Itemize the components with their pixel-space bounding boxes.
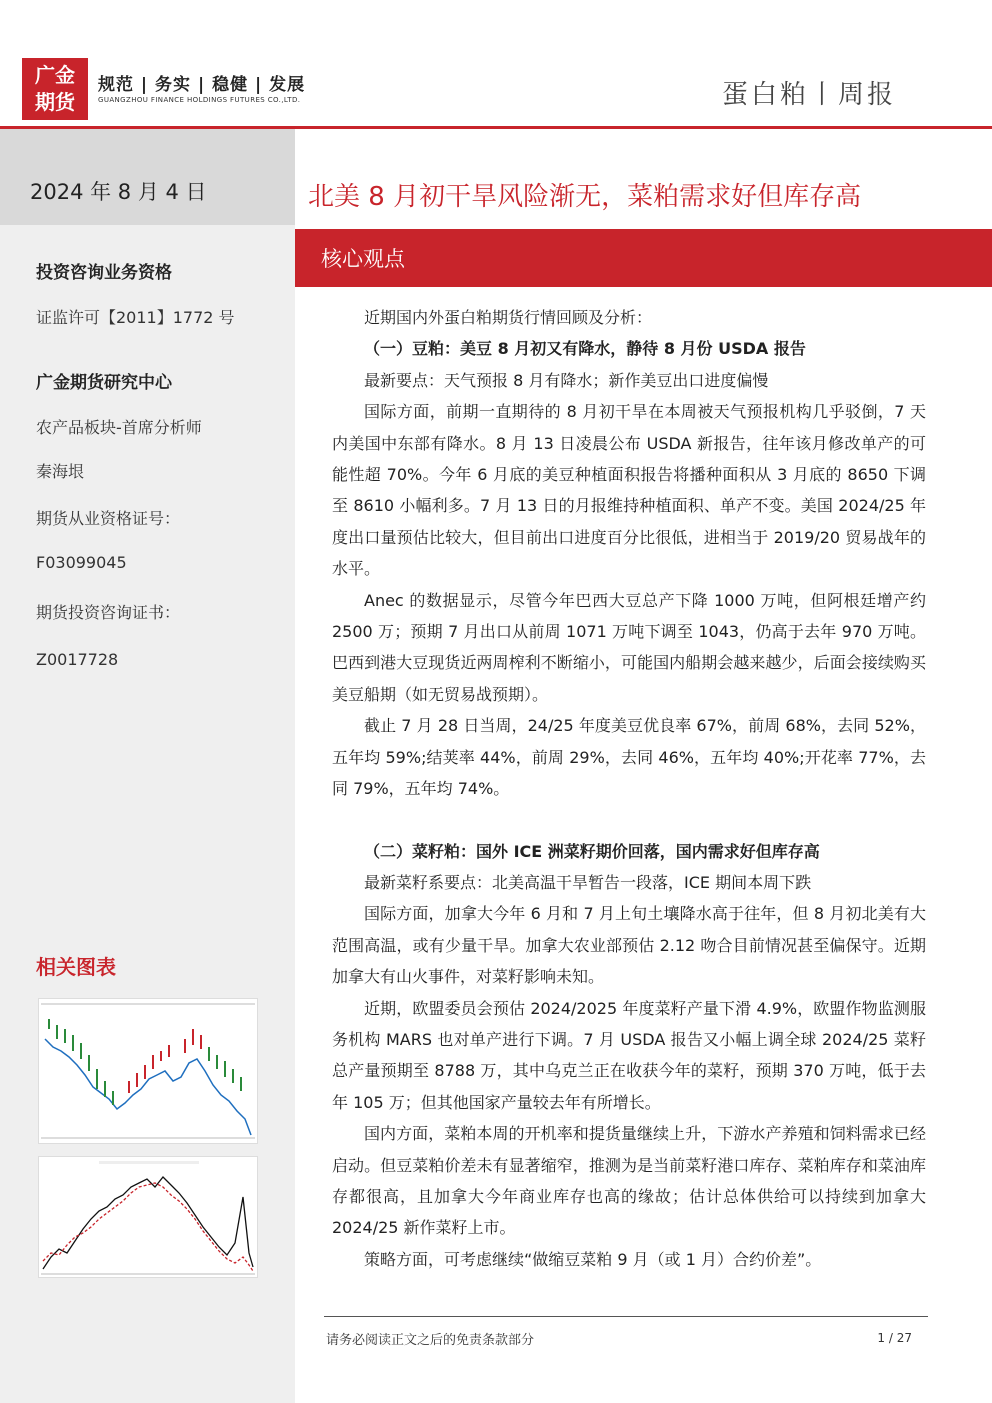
section-2-key-points: 最新菜籽系要点：北美高温干旱暂告一段落，ICE 期间本周下跌 xyxy=(364,872,812,892)
report-title: 北美 8 月初干旱风险渐无，菜粕需求好但库存高 xyxy=(308,182,862,212)
footer-divider xyxy=(324,1316,928,1317)
sidebar-advisory-cert-number: Z0017728 xyxy=(36,650,119,669)
section-2-paragraph-2: 近期，欧盟委员会预估 2024/2025 年度菜籽产量下滑 4.9%，欧盟作物监测服务机构 MARS 也对单产进行下调。7 月 USDA 报告又小幅上调全球 2024/25 菜籽总产量预期至 8788 万，其中乌克兰正在收获今年的菜籽，预期 370 万吨，低于去年 105 万；但其他国家产量较去年有所增长。 xyxy=(332,998,926,1112)
related-chart-thumbnail-1 xyxy=(38,998,258,1144)
section-1-paragraph-1: 国际方面，前期一直期待的 8 月初干旱在本周被天气预报机构几乎驳倒，7 天内美国中东部有降水。8 月 13 日凌晨公布 USDA 新报告，往年该月修改单产的可能性超 70%。今年 6 月底的美豆种植面积报告将播种面积从 3 月底的 8650 下调至 8610 小幅利多。7 月 13 日的月报维持种植面积、单产不变。美国 2024/25 年度出口量预估比较大，但目前出口进度百分比很低，进相当于 2019/20 贸易战年的水平。 xyxy=(332,402,926,579)
company-english-name: GUANGZHOU FINANCE HOLDINGS FUTURES CO.,LTD. xyxy=(98,96,301,104)
sidebar-analyst-name: 秦海垠 xyxy=(36,462,85,481)
logo-line2: 期货 xyxy=(35,90,75,114)
date-band xyxy=(0,129,295,225)
sidebar-research-center: 广金期货研究中心 xyxy=(36,373,172,393)
sidebar-futures-cert-label: 期货从业资格证号： xyxy=(36,509,181,528)
related-chart-2-graphic xyxy=(39,1157,257,1277)
report-body xyxy=(332,302,926,1275)
related-charts-heading: 相关图表 xyxy=(36,955,116,979)
section-2-paragraph-4: 策略方面，可考虑继续“做缩豆菜粕 9 月（或 1 月）合约价差”。 xyxy=(364,1249,822,1269)
sidebar-futures-cert-number: F03099045 xyxy=(36,553,127,572)
logo-line1: 广金 xyxy=(35,63,75,87)
sidebar-advisory-cert-label: 期货投资咨询证书： xyxy=(36,603,181,622)
company-slogan: 规范 | 务实 | 稳健 | 发展 xyxy=(98,75,306,95)
section-2-title: （二）菜籽粕：国外 ICE 洲菜籽期价回落，国内需求好但库存高 xyxy=(364,841,820,861)
section-1-key-points: 最新要点：天气预报 8 月有降水；新作美豆出口进度偏慢 xyxy=(364,370,769,390)
section-1-title: （一）豆粕：美豆 8 月初又有降水，静待 8 月份 USDA 报告 xyxy=(364,339,806,359)
report-date: 2024 年 8 月 4 日 xyxy=(30,180,207,204)
page-number: 1 / 27 xyxy=(877,1331,912,1345)
section-1-paragraph-3: 截止 7 月 28 日当周，24/25 年度美豆优良率 67%，前周 68%，去同 52%，五年均 59%;结荚率 44%，前周 29%，去同 46%，五年均 40%;开花率 77%，去同 79%，五年均 74%。 xyxy=(332,716,926,799)
related-chart-thumbnail-2 xyxy=(38,1156,258,1278)
intro-paragraph: 近期国内外蛋白粕期货行情回顾及分析： xyxy=(364,308,653,327)
sidebar-qualification-heading: 投资咨询业务资格 xyxy=(36,263,172,283)
section-1-paragraph-2: Anec 的数据显示，尽管今年巴西大豆总产下降 1000 万吨，但阿根廷增产约 2500 万；预期 7 月出口从前周 1071 万吨下调至 1043，仍高于去年 970 万吨。巴西到港大豆现货近两周榨利不断缩小，可能国内船期会越来越少，后面会接续购买美豆船期（如无贸易战预期）。 xyxy=(332,590,926,704)
core-view-heading: 核心观点 xyxy=(321,247,405,271)
report-type: 蛋白粕丨周报 xyxy=(721,80,896,110)
footer-disclaimer: 请务必阅读正文之后的免责条款部分 xyxy=(326,1333,535,1348)
sidebar-analyst-title: 农产品板块-首席分析师 xyxy=(36,418,202,437)
section-spacer xyxy=(332,805,926,836)
core-view-band xyxy=(295,229,992,287)
sidebar-license-number: 证监许可【2011】1772 号 xyxy=(36,308,235,327)
related-chart-1-graphic xyxy=(39,999,257,1143)
company-logo xyxy=(22,58,88,120)
section-2-paragraph-3: 国内方面，菜粕本周的开机率和提货量继续上升，下游水产养殖和饲料需求已经启动。但豆菜粕价差未有显著缩窄，推测为是当前菜籽港口库存、菜粕库存和菜油库存都很高，且加拿大今年商业库存也高的缘故；估计总体供给可以持续到加拿大 2024/25 新作菜籽上市。 xyxy=(332,1124,926,1238)
section-2-paragraph-1: 国际方面，加拿大今年 6 月和 7 月上旬土壤降水高于往年，但 8 月初北美有大范围高温，或有少量干旱。加拿大农业部预估 2.12 吻合目前情况甚至偏保守。近期加拿大有山火事件，对菜籽影响未知。 xyxy=(332,904,926,987)
